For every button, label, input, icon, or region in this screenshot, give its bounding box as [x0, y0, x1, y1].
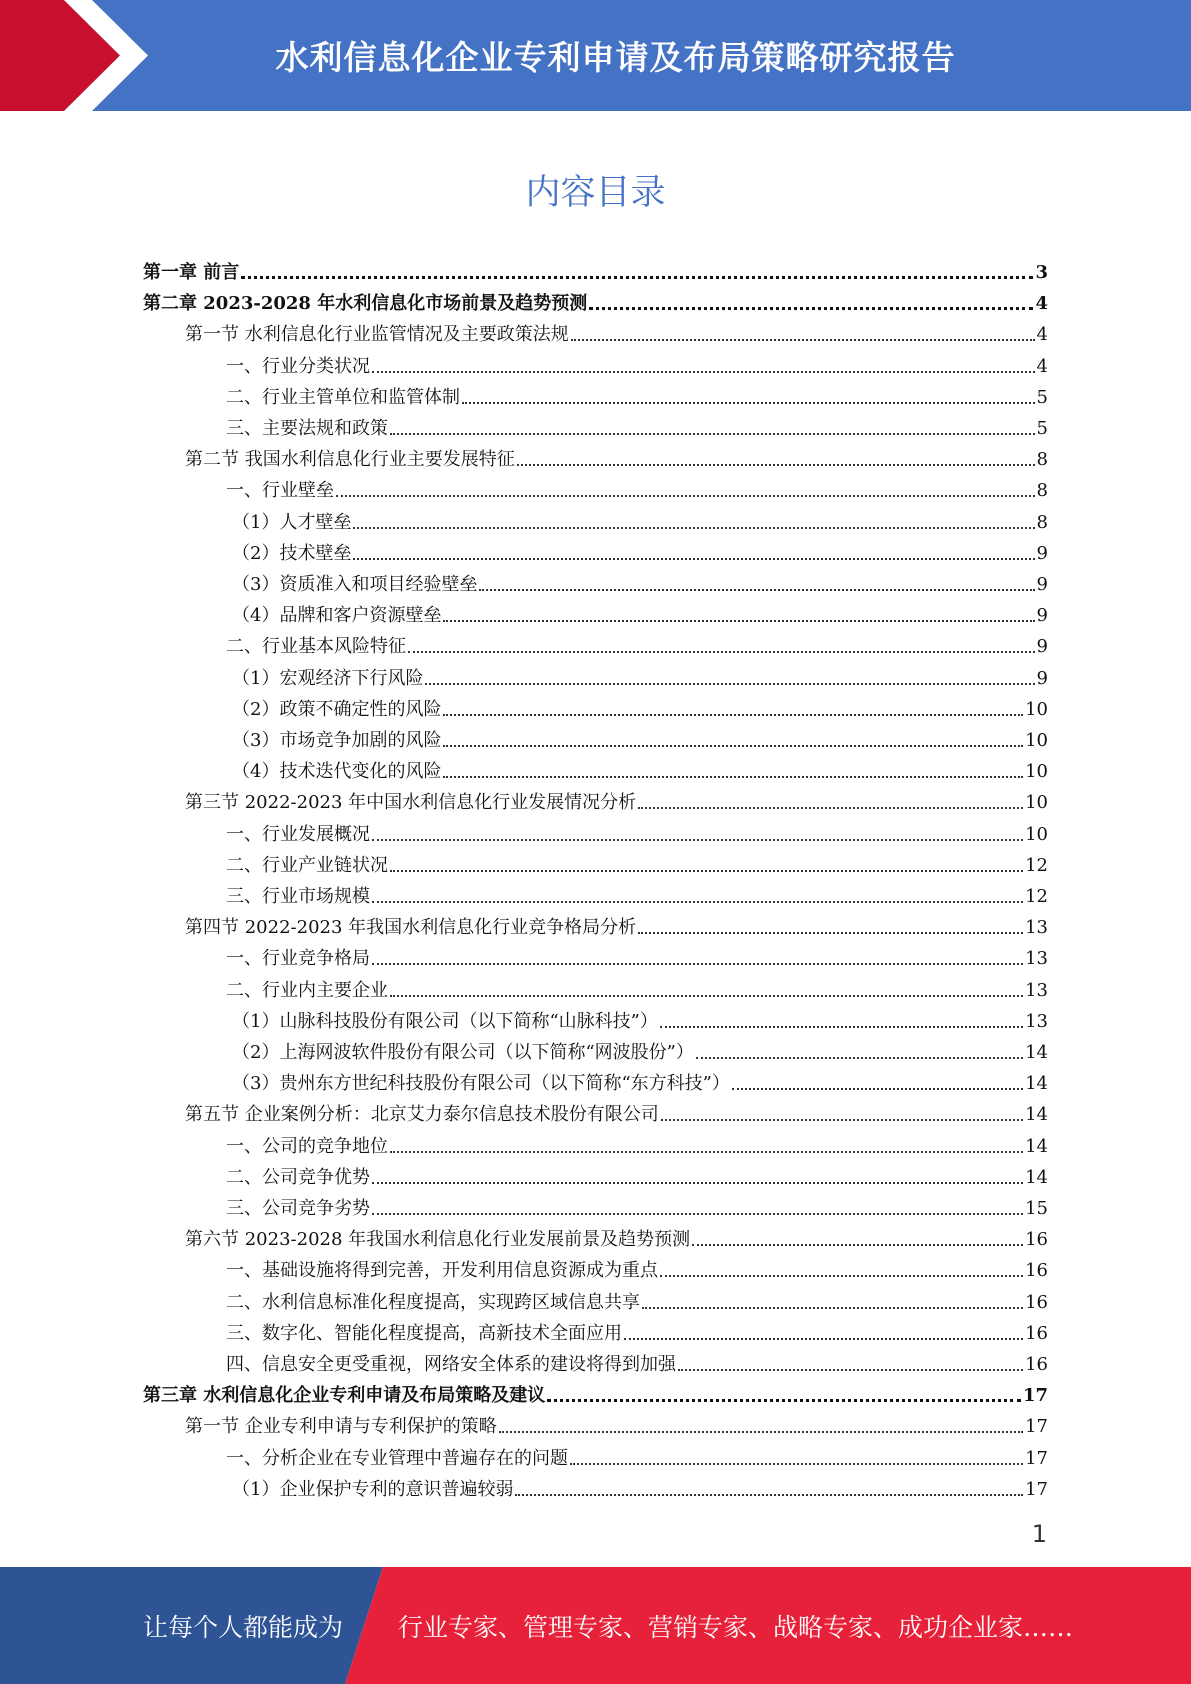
report-header: [0, 0, 1191, 111]
toc-entry-title: 第四节 2022-2023 年我国水利信息化行业竞争格局分析: [185, 917, 637, 939]
toc-entry[interactable]: [185, 1220, 1048, 1251]
toc-entry-title: 第一节 水利信息化行业监管情况及主要政策法规: [185, 324, 569, 346]
toc-entry-title: 二、行业基本风险特征: [226, 636, 406, 658]
report-title: 水利信息化企业专利申请及布局策略研究报告: [275, 38, 956, 77]
toc-entry-page: 15: [1025, 1198, 1048, 1219]
toc-entry-page: 10: [1025, 761, 1048, 783]
toc-entry-page: 13: [1025, 979, 1048, 1001]
toc-entry-title: 一、基础设施将得到完善，开发利用信息资源成为重点: [226, 1260, 658, 1282]
toc-entry-title: 一、行业发展概况: [226, 823, 370, 845]
toc-entry-page: 17: [1025, 1447, 1048, 1469]
toc-dot-leader: [336, 495, 1035, 497]
toc-entry[interactable]: [185, 1407, 1048, 1438]
toc-entry[interactable]: [226, 1158, 1048, 1189]
toc-dot-leader: [443, 745, 1023, 747]
toc-dot-leader: [624, 1338, 1023, 1340]
toc-dot-leader: [570, 1463, 1023, 1465]
toc-entry-page: 16: [1025, 1354, 1048, 1375]
toc-dot-leader: [642, 1307, 1023, 1309]
toc-entry[interactable]: [232, 565, 1048, 596]
toc-entry[interactable]: [185, 440, 1048, 471]
toc-entry-title: （3）市场竞争加剧的风险: [232, 730, 442, 751]
toc-entry-page: 4: [1036, 355, 1048, 377]
toc-entry-title: 第三章 水利信息化企业专利申请及布局策略及建议: [143, 1385, 546, 1407]
toc-entry[interactable]: [226, 877, 1048, 908]
toc-entry-title: （2）政策不确定性的风险: [232, 698, 442, 720]
toc-entry-title: 二、公司竞争优势: [226, 1166, 370, 1188]
toc-entry[interactable]: [226, 1127, 1048, 1158]
toc-entry[interactable]: [226, 409, 1048, 440]
toc-entry[interactable]: [226, 846, 1048, 877]
toc-entry-title: 二、行业内主要企业: [226, 979, 388, 1001]
toc-entry-page: 16: [1025, 1322, 1048, 1344]
toc-dot-leader: [696, 1057, 1023, 1059]
toc-dot-leader: [372, 371, 1035, 373]
toc-entry-page: 8: [1036, 449, 1048, 471]
toc-entry[interactable]: [226, 1251, 1048, 1282]
toc-entry-title: 三、数字化、智能化程度提高，高新技术全面应用: [226, 1322, 622, 1344]
toc-entry-title: 第六节 2023-2028 年我国水利信息化行业发展前景及趋势预测: [185, 1229, 691, 1251]
toc-dot-leader: [678, 1369, 1023, 1371]
toc-entry-title: 一、分析企业在专业管理中普遍存在的问题: [226, 1447, 568, 1469]
toc-entry-title: （1）企业保护专利的意识普遍较弱: [232, 1478, 514, 1500]
toc-entry-title: （1）人才壁垒: [232, 511, 352, 533]
toc-dot-leader: [692, 1244, 1023, 1246]
toc-entry[interactable]: [226, 815, 1048, 846]
toc-dot-leader: [732, 1088, 1023, 1090]
toc-entry-page: 10: [1025, 792, 1048, 814]
toc-entry[interactable]: [143, 284, 1048, 315]
toc-entry-page: 5: [1036, 418, 1048, 439]
toc-entry-page: 14: [1025, 1135, 1048, 1157]
toc-entry-page: 14: [1025, 1166, 1048, 1188]
toc-entry-page: 9: [1036, 636, 1048, 658]
toc-dot-leader: [443, 620, 1034, 622]
toc-entry-title: 三、主要法规和政策: [226, 418, 388, 439]
page-number: 1: [1031, 1520, 1047, 1548]
toc-entry-page: 8: [1036, 511, 1048, 533]
toc-entry-page: 16: [1025, 1291, 1048, 1313]
toc-entry-title: （2）上海网波软件股份有限公司（以下简称“网波股份”）: [232, 1042, 694, 1063]
footer-slogan-right: 行业专家、管理专家、营销专家、战略专家、成功企业家……: [398, 1612, 1074, 1642]
toc-dot-leader: [462, 402, 1035, 404]
toc-entry[interactable]: [232, 690, 1048, 721]
toc-dot-leader: [425, 683, 1034, 685]
toc-entry-page: 10: [1025, 698, 1048, 720]
toc-dot-leader: [638, 932, 1023, 934]
toc-entry[interactable]: [185, 908, 1048, 939]
toc-entry-page: 14: [1025, 1104, 1048, 1126]
toc-dot-leader: [661, 1119, 1023, 1121]
toc-entry[interactable]: [232, 534, 1048, 565]
toc-entry-title: 四、信息安全更受重视，网络安全体系的建设将得到加强: [226, 1354, 676, 1375]
toc-entry-page: 4: [1035, 293, 1048, 315]
toc-entry[interactable]: [185, 783, 1048, 814]
toc-entry-title: 三、行业市场规模: [226, 886, 370, 907]
toc-entry[interactable]: [226, 939, 1048, 970]
toc-dot-leader: [353, 558, 1034, 560]
red-chevron-icon: [0, 0, 150, 111]
toc-entry[interactable]: [226, 378, 1048, 409]
toc-dot-leader: [390, 433, 1035, 435]
toc-entry-page: 12: [1025, 886, 1048, 907]
toc-entry-title: （2）技术壁垒: [232, 542, 352, 564]
toc-entry-page: 14: [1025, 1073, 1048, 1095]
toc-entry-page: 12: [1025, 854, 1048, 876]
toc-dot-leader: [571, 339, 1035, 341]
toc-dot-leader: [353, 527, 1034, 529]
toc-entry[interactable]: [232, 503, 1048, 534]
toc-entry-page: 9: [1036, 574, 1048, 595]
toc-entry[interactable]: [226, 1189, 1048, 1220]
toc-entry-title: 第一节 企业专利申请与专利保护的策略: [185, 1416, 497, 1438]
toc-dot-leader: [390, 995, 1023, 997]
toc-entry-page: 9: [1036, 605, 1048, 627]
toc-entry[interactable]: [185, 315, 1048, 346]
toc-heading: 内容目录: [525, 173, 666, 213]
toc-entry-title: 二、水利信息标准化程度提高，实现跨区域信息共享: [226, 1291, 640, 1313]
toc-entry-page: 9: [1036, 667, 1048, 689]
toc-dot-leader: [479, 589, 1034, 591]
toc-entry-page: 17: [1022, 1385, 1048, 1407]
toc-dot-leader: [660, 1275, 1023, 1277]
toc-entry-page: 13: [1025, 1010, 1048, 1032]
toc-dot-leader: [443, 714, 1023, 716]
toc-dot-leader: [638, 807, 1023, 809]
toc-entry-page: 14: [1025, 1042, 1048, 1063]
toc-entry-page: 16: [1025, 1229, 1048, 1251]
toc-entry-title: （1）山脉科技股份有限公司（以下简称“山脉科技”）: [232, 1010, 658, 1032]
toc-entry-page: 10: [1025, 823, 1048, 845]
toc-entry[interactable]: [232, 721, 1048, 752]
toc-dot-leader: [443, 776, 1023, 778]
toc-entry[interactable]: [226, 1439, 1048, 1470]
toc-entry-title: 第二节 我国水利信息化行业主要发展特征: [185, 449, 515, 471]
toc-dot-leader: [390, 1151, 1023, 1153]
toc-dot-leader: [515, 1494, 1023, 1496]
toc-entry-page: 16: [1025, 1260, 1048, 1282]
toc-entry-title: （3）资质准入和项目经验壁垒: [232, 574, 478, 595]
toc-entry[interactable]: [226, 971, 1048, 1002]
toc-entry-title: （4）品牌和客户资源壁垒: [232, 605, 442, 627]
toc-entry-title: 一、行业竞争格局: [226, 948, 370, 970]
toc-entry-page: 4: [1036, 324, 1048, 346]
toc-entry-title: 一、行业壁垒: [226, 480, 334, 502]
toc-entry[interactable]: [232, 659, 1048, 690]
toc-dot-leader: [390, 870, 1023, 872]
toc-entry-title: （1）宏观经济下行风险: [232, 667, 424, 689]
toc-dot-leader: [372, 963, 1023, 965]
toc-entry[interactable]: [226, 627, 1048, 658]
toc-dot-leader: [372, 901, 1023, 903]
toc-entry-title: 第一章 前言: [143, 262, 240, 283]
toc-entry-title: 二、行业主管单位和监管体制: [226, 386, 460, 408]
toc-entry[interactable]: [232, 1033, 1048, 1064]
toc-entry-page: 3: [1035, 262, 1048, 283]
toc-entry-title: 三、公司竞争劣势: [226, 1198, 370, 1219]
toc-dot-leader: [372, 1182, 1023, 1184]
toc-entry-title: 一、行业分类状况: [226, 355, 370, 377]
footer-slogan-left: 让每个人都能成为: [143, 1612, 344, 1642]
toc-entry[interactable]: [226, 1314, 1048, 1345]
toc-entry-title: （3）贵州东方世纪科技股份有限公司（以下简称“东方科技”）: [232, 1073, 730, 1095]
toc-entry-page: 8: [1036, 480, 1048, 502]
toc-entry-page: 10: [1025, 730, 1048, 751]
toc-dot-leader: [547, 1399, 1021, 1402]
toc-entry-title: 二、行业产业链状况: [226, 854, 388, 876]
toc-entry-page: 13: [1025, 917, 1048, 939]
toc-dot-leader: [517, 464, 1035, 466]
toc-entry[interactable]: [185, 1095, 1048, 1126]
footer-banner: [0, 1567, 1191, 1684]
toc-entry[interactable]: [143, 253, 1048, 284]
toc-entry-title: 第三节 2022-2023 年中国水利信息化行业发展情况分析: [185, 792, 637, 814]
toc-entry-title: 第二章 2023-2028 年水利信息化市场前景及趋势预测: [143, 293, 588, 315]
toc-entry[interactable]: [226, 1283, 1048, 1314]
toc-entry-title: （4）技术迭代变化的风险: [232, 761, 442, 783]
toc-entry[interactable]: [232, 1470, 1048, 1501]
toc-entry-page: 13: [1025, 948, 1048, 970]
toc-entry-page: 5: [1036, 386, 1048, 408]
toc-entry-page: 17: [1025, 1416, 1048, 1438]
toc-dot-leader: [372, 1213, 1023, 1215]
toc-dot-leader: [372, 839, 1023, 841]
toc-entry-title: 第五节 企业案例分析：北京艾力泰尔信息技术股份有限公司: [185, 1104, 659, 1126]
toc-entry-page: 9: [1036, 542, 1048, 564]
toc-entry[interactable]: [226, 471, 1048, 502]
toc-entry[interactable]: [226, 347, 1048, 378]
toc-entry[interactable]: [232, 1002, 1048, 1033]
toc-dot-leader: [660, 1026, 1023, 1028]
toc-dot-leader: [499, 1431, 1023, 1433]
toc-entry[interactable]: [232, 752, 1048, 783]
toc-entry[interactable]: [226, 1345, 1048, 1376]
toc-dot-leader: [241, 276, 1033, 279]
toc-entry[interactable]: [143, 1376, 1048, 1407]
toc-entry[interactable]: [232, 596, 1048, 627]
toc-dot-leader: [589, 307, 1033, 310]
toc-entry[interactable]: [232, 1064, 1048, 1095]
toc-entry-title: 一、公司的竞争地位: [226, 1135, 388, 1157]
toc-dot-leader: [408, 651, 1035, 653]
toc-entry-page: 17: [1025, 1478, 1048, 1500]
